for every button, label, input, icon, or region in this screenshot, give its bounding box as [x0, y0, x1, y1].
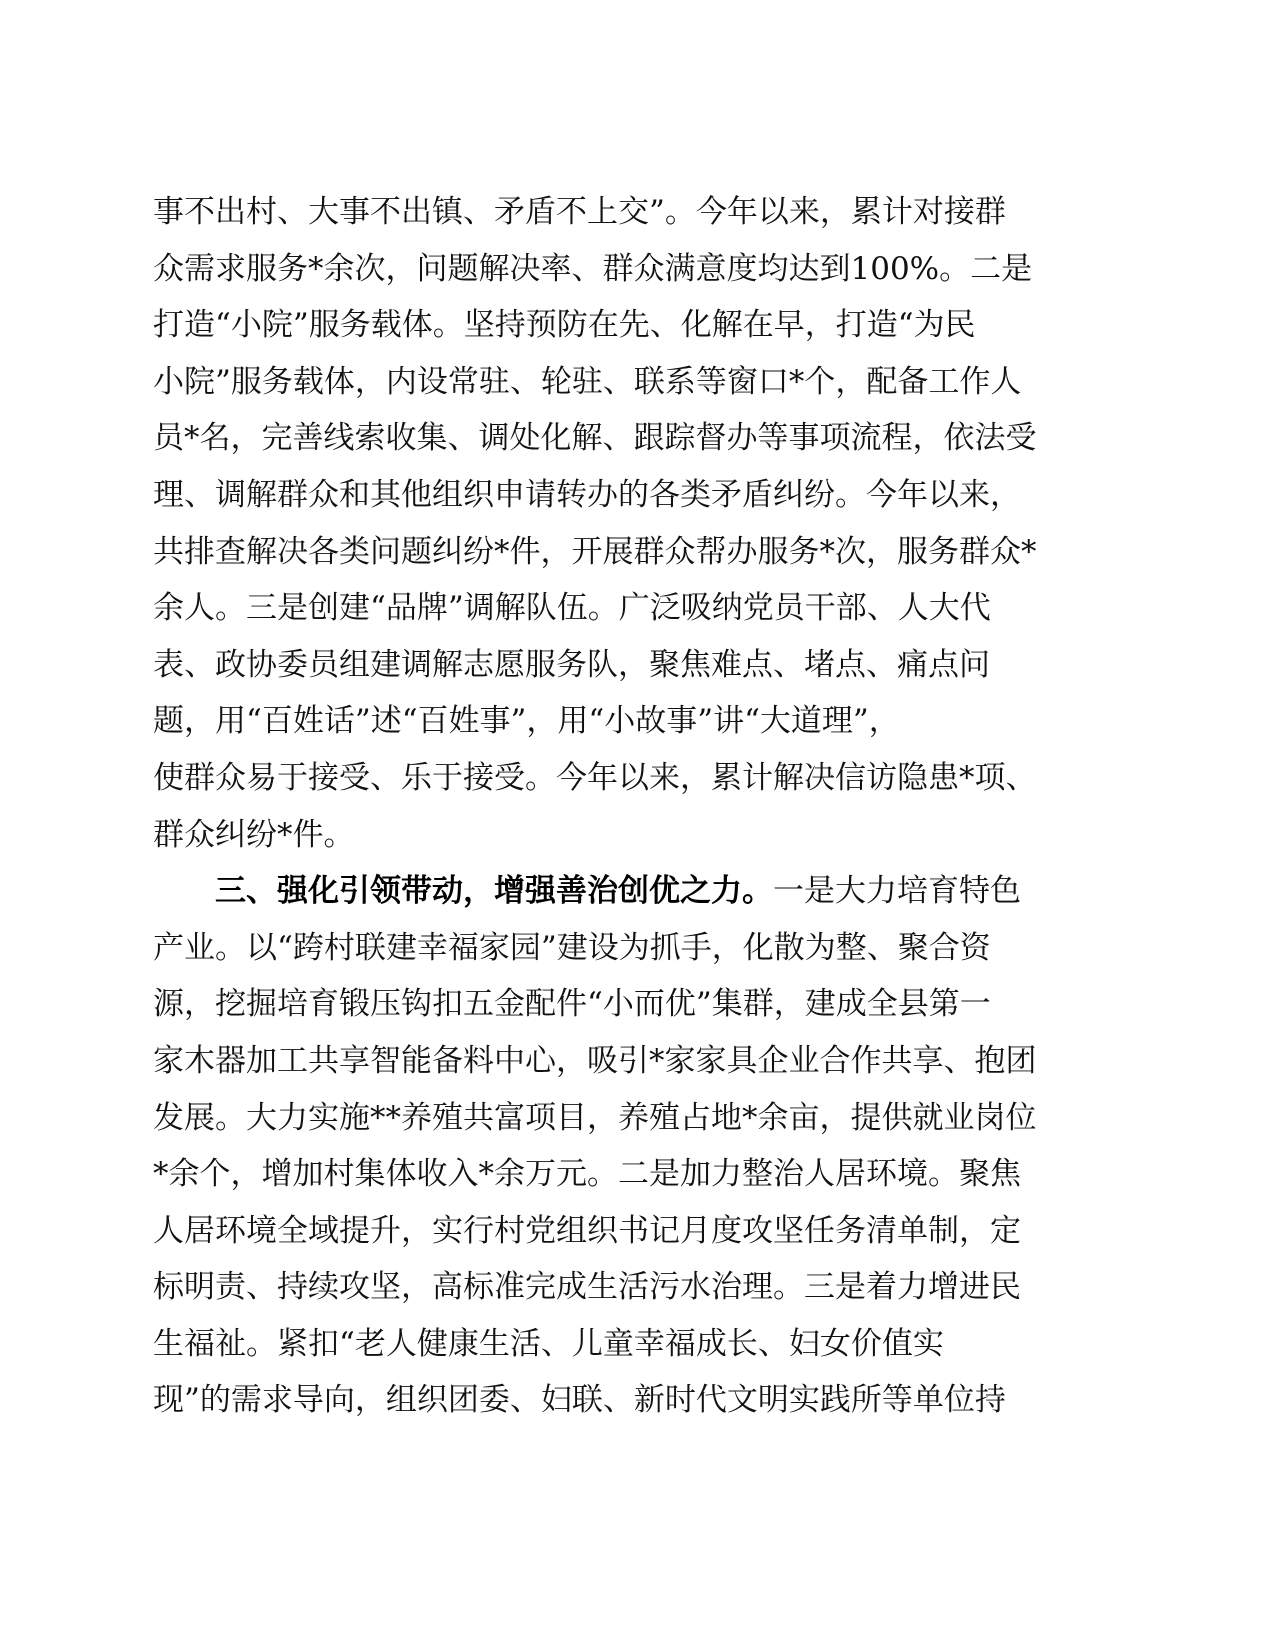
body-line: 员*名，完善线索收集、调处化解、跟踪督办等事项流程，依法受 — [153, 420, 1037, 457]
body-line: 发展。大力实施**养殖共富项目，养殖占地*余亩，提供就业岗位 — [153, 1099, 1037, 1136]
body-line: 打造“小院”服务载体。坚持预防在先、化解在早，打造“为民 — [153, 307, 976, 344]
section-heading: 三、强化引领带动，增强善治创优之力。 — [215, 873, 773, 910]
body-line: 家木器加工共享智能备料中心，吸引*家家具企业合作共享、抱团 — [153, 1042, 1037, 1079]
body-line: 余人。三是创建“品牌”调解队伍。广泛吸纳党员干部、人大代 — [153, 590, 991, 627]
section-heading-line — [153, 863, 1113, 920]
body-line: 众需求服务*余次，问题解决率、群众满意度均达到100%。二是 — [153, 250, 1033, 287]
body-line: 表、政协委员组建调解志愿服务队，聚焦难点、堵点、痛点问 — [153, 646, 990, 683]
body-line: 共排查解决各类问题纠纷*件，开展群众帮办服务*次，服务群众* — [153, 533, 1037, 570]
body-line: 源，挖掘培育锻压钩扣五金配件“小而优”集群，建成全县第一 — [153, 986, 991, 1023]
document-body — [153, 184, 1113, 1429]
body-line: 现”的需求导向，组织团委、妇联、新时代文明实践所等单位持 — [153, 1382, 1006, 1419]
body-line: 事不出村、大事不出镇、矛盾不上交”。今年以来，累计对接群 — [153, 194, 1006, 230]
body-line: 群众纠纷*件。 — [153, 816, 355, 853]
body-line: 标明责、持续攻坚，高标准完成生活污水治理。三是着力增进民 — [153, 1269, 1021, 1306]
body-line: 产业。以“跨村联建幸福家园”建设为抓手，化散为整、聚合资 — [153, 929, 991, 966]
section-heading-continuation: 一是大力培育特色 — [773, 873, 1021, 910]
body-line: 生福祉。紧扣“老人健康生活、儿童幸福成长、妇女价值实 — [153, 1325, 944, 1362]
body-line: 小院”服务载体，内设常驻、轮驻、联系等窗口*个，配备工作人 — [153, 363, 1022, 400]
body-line: 理、调解群众和其他组织申请转办的各类矛盾纠纷。今年以来， — [153, 476, 1021, 513]
body-line: 题，用“百姓话”述“百姓事”，用“小故事”讲“大道理”， — [153, 703, 900, 740]
body-line: 使群众易于接受、乐于接受。今年以来，累计解决信访隐患*项、 — [153, 759, 1037, 796]
body-line: *余个，增加村集体收入*余万元。二是加力整治人居环境。聚焦 — [153, 1156, 1021, 1193]
body-line: 人居环境全域提升，实行村党组织书记月度攻坚任务清单制，定 — [153, 1212, 1021, 1249]
